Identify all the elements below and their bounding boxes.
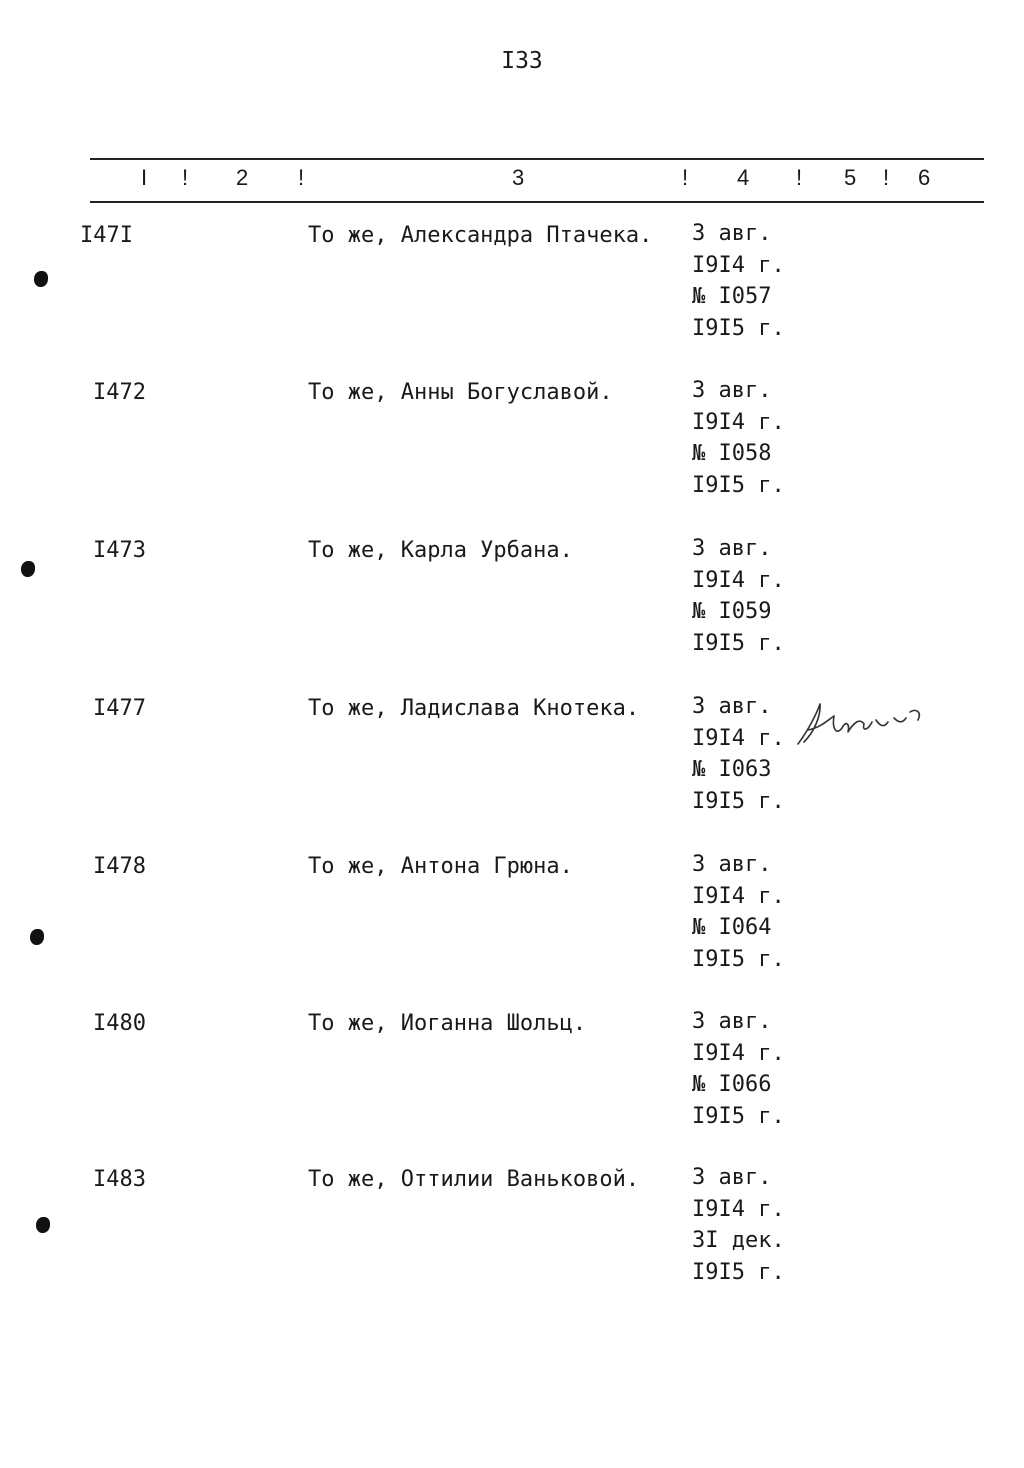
record-number: I472 bbox=[93, 380, 146, 405]
handwritten-signature bbox=[790, 698, 930, 758]
record-date-line: 3 авг. bbox=[692, 694, 772, 719]
record-date-line: 3 авг. bbox=[692, 1009, 772, 1034]
column-header-4: 4 bbox=[737, 165, 750, 190]
record-date-line: 3 авг. bbox=[692, 536, 772, 561]
record-date-line: 3I дек. bbox=[692, 1228, 785, 1253]
record-number: I480 bbox=[93, 1011, 146, 1036]
table-row bbox=[0, 1011, 1024, 1151]
record-date-line: I9I4 г. bbox=[692, 883, 785, 909]
record-description: То же, Антона Грюна. bbox=[308, 854, 573, 879]
record-number: I473 bbox=[93, 538, 146, 563]
record-number: I47I bbox=[80, 223, 133, 248]
record-dates bbox=[692, 849, 785, 975]
record-date-line: I9I5 г. bbox=[692, 630, 785, 656]
record-date-line: I9I4 г. bbox=[692, 725, 785, 751]
table-row bbox=[0, 1167, 1024, 1307]
record-date-line: 3 авг. bbox=[692, 221, 772, 246]
column-header-3: 3 bbox=[512, 165, 525, 190]
punch-hole-mark bbox=[34, 271, 48, 287]
record-date-line: № I057 bbox=[692, 284, 772, 309]
table-row bbox=[0, 854, 1024, 994]
column-separator: ! bbox=[298, 165, 305, 190]
record-date-line: № I064 bbox=[692, 915, 772, 940]
punch-hole-mark bbox=[21, 561, 35, 577]
record-date-line: № I059 bbox=[692, 599, 772, 624]
record-description: То же, Александра Птачека. bbox=[308, 223, 653, 248]
record-dates bbox=[692, 691, 785, 817]
table-top-rule bbox=[90, 158, 984, 160]
record-date-line: № I063 bbox=[692, 757, 772, 782]
record-date-line: I9I5 г. bbox=[692, 946, 785, 972]
punch-hole-mark bbox=[30, 929, 44, 945]
record-date-line: 3 авг. bbox=[692, 852, 772, 877]
record-date-line: № I058 bbox=[692, 441, 772, 466]
record-description: То же, Ладислава Кнотека. bbox=[308, 696, 640, 721]
table-row bbox=[0, 223, 1024, 363]
punch-hole-mark bbox=[36, 1217, 50, 1233]
record-description: То же, Оттилии Ваньковой. bbox=[308, 1167, 640, 1192]
record-date-line: I9I5 г. bbox=[692, 1103, 785, 1129]
record-date-line: I9I5 г. bbox=[692, 315, 785, 341]
record-dates bbox=[692, 375, 785, 501]
record-number: I478 bbox=[93, 854, 146, 879]
column-header-2: 2 bbox=[236, 165, 249, 190]
record-date-line: I9I5 г. bbox=[692, 472, 785, 498]
record-date-line: I9I4 г. bbox=[692, 567, 785, 593]
record-description: То же, Анны Богуславой. bbox=[308, 380, 613, 405]
record-date-line: I9I4 г. bbox=[692, 1196, 785, 1222]
column-header-5: 5 bbox=[844, 165, 857, 190]
column-separator: ! bbox=[182, 165, 189, 190]
column-separator: ! bbox=[796, 165, 803, 190]
column-separator: ! bbox=[682, 165, 689, 190]
record-date-line: I9I5 г. bbox=[692, 1259, 785, 1285]
record-number: I483 bbox=[93, 1167, 146, 1192]
record-dates bbox=[692, 1162, 785, 1288]
record-date-line: 3 авг. bbox=[692, 1165, 772, 1190]
record-date-line: 3 авг. bbox=[692, 378, 772, 403]
record-date-line: I9I5 г. bbox=[692, 788, 785, 814]
record-description: То же, Иоганна Шольц. bbox=[308, 1011, 587, 1036]
record-date-line: № I066 bbox=[692, 1072, 772, 1097]
record-number: I477 bbox=[93, 696, 146, 721]
table-row bbox=[0, 538, 1024, 678]
record-description: То же, Карла Урбана. bbox=[308, 538, 573, 563]
column-separator: ! bbox=[883, 165, 890, 190]
page-number: I33 bbox=[501, 48, 543, 74]
column-header-6: 6 bbox=[918, 165, 931, 190]
table-header-rule bbox=[90, 201, 984, 203]
record-dates bbox=[692, 1006, 785, 1132]
record-date-line: I9I4 г. bbox=[692, 1040, 785, 1066]
record-dates bbox=[692, 533, 785, 659]
record-dates bbox=[692, 218, 785, 344]
record-date-line: I9I4 г. bbox=[692, 409, 785, 435]
table-row bbox=[0, 380, 1024, 520]
record-date-line: I9I4 г. bbox=[692, 252, 785, 278]
column-header-1: I bbox=[141, 165, 148, 190]
